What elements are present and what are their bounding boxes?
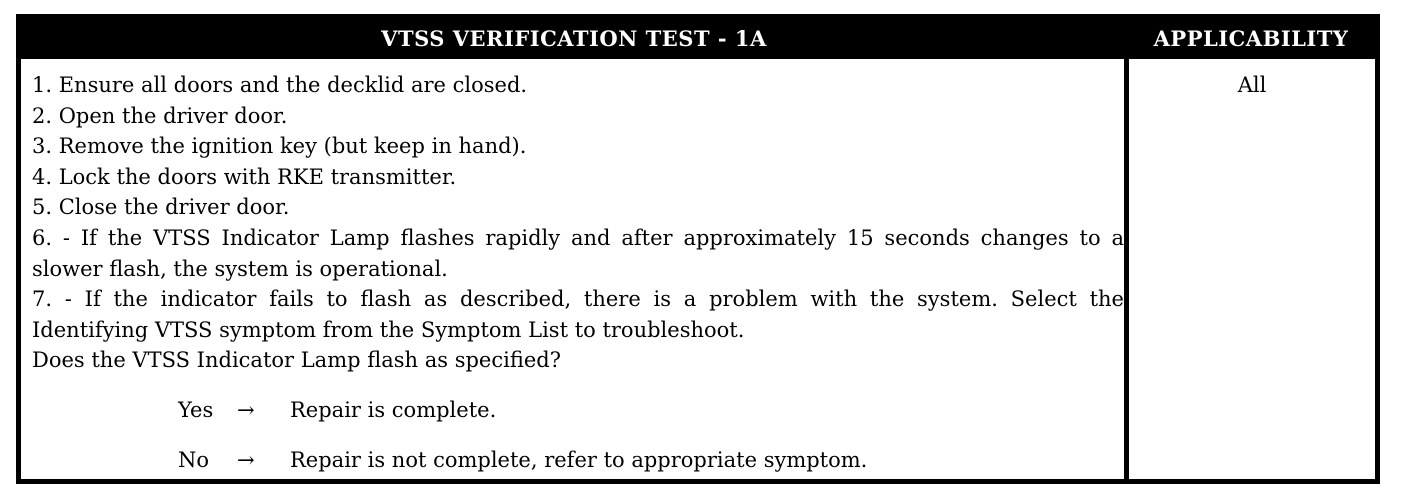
step-4: 4. Lock the doors with RKE transmitter. [32,164,457,189]
step-7: 7. - If the indicator fails to flash as described, there is a problem with the system. Select the Identifying VTSS symptom from the Symptom List to troubleshoot. [32,287,1124,342]
step-1: 1. Ensure all doors and the decklid are closed. [32,73,528,97]
step-3: 3. Remove the ignition key (but keep in hand). [32,134,527,159]
step-6: 6. - If the VTSS Indicator Lamp flashes rapidly and after approximately 15 seconds changes to a slower flash, the system is operational. [32,225,1124,281]
answer-no [178,445,867,475]
applicability-value: All [1237,73,1267,97]
table-header [21,19,1375,59]
answer-yes-result: Repair is complete. [290,398,497,422]
test-table [16,14,1380,484]
answer-yes [178,395,496,425]
answer-yes-label: Yes [178,398,214,422]
test-question: Does the VTSS Indicator Lamp flash as specified? [32,348,561,373]
answer-no-label: No [178,448,210,472]
test-procedure [32,70,1124,376]
test-title: VTSS VERIFICATION TEST - 1A [381,26,767,51]
applicability-header: APPLICABILITY [1153,26,1349,51]
arrow-right-icon: → [237,398,255,422]
column-divider [1124,59,1129,479]
step-5: 5. Close the driver door. [32,195,290,220]
answer-no-result: Repair is not complete, refer to appropriate symptom. [290,448,868,472]
step-2: 2. Open the driver door. [32,103,288,128]
arrow-right-icon: → [237,448,255,472]
